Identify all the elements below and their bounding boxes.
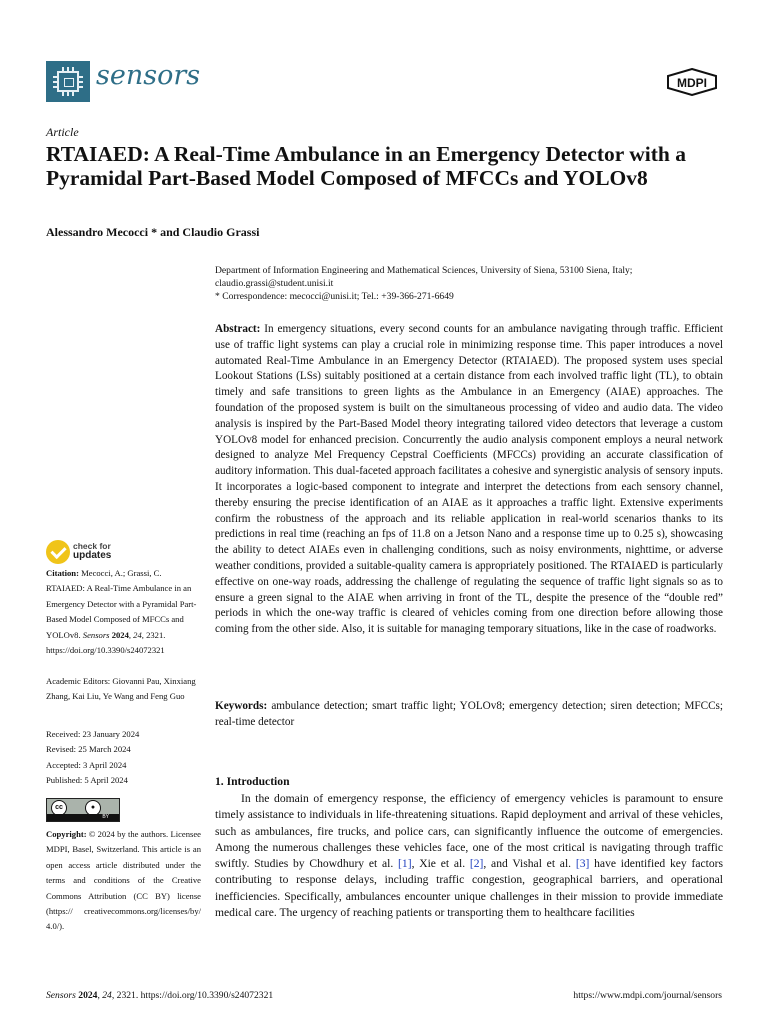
footer-journal-url[interactable]: https://www.mdpi.com/journal/sensors — [573, 990, 722, 1001]
affiliation-line: Department of Information Engineering and Mathematical Sciences, University of Siena, 53100 Siena, Italy; — [215, 265, 633, 276]
citation-volume: 24 — [133, 629, 142, 640]
check-updates-line2: updates — [73, 550, 112, 561]
abstract-label: Abstract: — [215, 323, 261, 335]
journal-name: sensors — [96, 60, 201, 91]
reference-link-1[interactable]: [1] — [398, 857, 412, 871]
academic-editors — [46, 674, 201, 705]
date-revised: Revised: 25 March 2024 — [46, 744, 131, 755]
intro-text-3: , and Vishal et al. — [483, 857, 572, 871]
citation-year: 2024 — [111, 629, 129, 640]
footer-doi[interactable]: , 2321. https://doi.org/10.3390/s24072321 — [111, 990, 274, 1001]
date-published: Published: 5 April 2024 — [46, 775, 128, 786]
copyright — [46, 827, 201, 935]
journal-logo-icon — [46, 61, 90, 102]
introduction-paragraph — [215, 791, 723, 921]
introduction-text — [215, 791, 723, 921]
dates — [46, 727, 201, 789]
date-received: Received: 23 January 2024 — [46, 729, 140, 739]
publisher-name: MDPI — [677, 76, 707, 90]
cc-icon: cc — [51, 800, 67, 816]
keywords — [215, 699, 723, 731]
authors: Alessandro Mecocci * and Claudio Grassi — [46, 225, 260, 239]
mdpi-logo-icon — [664, 68, 720, 96]
citation-doi[interactable]: , 2321. https://doi.org/10.3390/s24072321 — [46, 629, 166, 656]
check-for-updates-button[interactable] — [46, 538, 166, 566]
check-updates-line1: check for — [73, 541, 111, 551]
copyright-text: © 2024 by the authors. Licensee MDPI, Basel, Switzerland. This article is an open access article distributed under the terms and conditions of the Creative Commons Attribution (CC BY) license (https:// creativecommons.org/licenses/by/ 4.0/). — [46, 829, 201, 932]
abstract — [215, 322, 723, 638]
cc-by-label: BY — [47, 814, 119, 821]
citation-label: Citation: — [46, 568, 79, 578]
keywords-label: Keywords: — [215, 700, 268, 712]
citation-text: Mecocci, A.; Grassi, C. RTAIAED: A Real-Time Ambulance in an Emergency Detector with a Pyramidal Part-Based Model Composed of MFCCs and YOLOv8. — [46, 568, 197, 640]
footer-year: 2024 — [78, 990, 98, 1001]
citation-journal: Sensors — [82, 629, 110, 640]
footer-volume: 24 — [102, 990, 112, 1001]
date-accepted: Accepted: 3 April 2024 — [46, 759, 127, 770]
footer-journal: Sensors — [46, 990, 76, 1001]
keywords-text: ambulance detection; smart traffic light; YOLOv8; emergency detection; siren detection; MFCCs; real-time detector — [215, 700, 723, 728]
citation: Citation: Mecocci, A.; Grassi, C. RTAIAED: A Real-Time Ambulance in an Emergency Detector with a Pyramidal Part-Based Model Composed of MFCCs and YOLOv8. Sensors 2024, 24, 2321. https://doi.org/10.3390/s24072321 — [46, 568, 197, 656]
section-heading: 1. Introduction — [215, 775, 290, 788]
intro-text-2: , Xie et al. — [411, 857, 466, 871]
check-icon — [46, 540, 70, 564]
copyright-label: Copyright: — [46, 829, 87, 839]
abstract-text: In emergency situations, every second counts for an ambulance navigating through traffic. Efficient use of traffic light systems can play a crucial role in minimizing response time. This paper introduces a novel automated Real-Time Ambulance in an Emergency Detector (RTAIAED). The proposed system uses special Lookout Stations (LSs) suitably positioned at a certain distance from each involved traffic light (TL), to obtain timely and safe transitions to green lights as the Ambulance in an Emergency (AIAE) approaches. The foundation of the proposed system is built on the simultaneous processing of video and audio data. The video analysis is inspired by the Part-Based Model theory integrating tailored video detectors that leverage a custom YOLOv8 model for enhanced precision. Concurrently the audio analysis component employs a neural network designed to analyze Mel Frequency Cepstral Coefficients (MFCCs) providing an accurate classification of auditory information. This dual-faceted approach facilitates a cohesive and synergistic analysis of sensory inputs. It incorporates a logic-based component to integrate and interpret the detections from each sensory channel, thereby ensuring the precise identification of an AIAE as it approaches a traffic light. Extensive experiments confirm the robustness of the approach and its reliable application in real-world scenarios thanks to its predictions in real time (reaching an fps of 11.8 on a Jetson Nano and a response time up to 0.25 s), showcasing the ability to detect AIAEs even in challenging conditions, such as noisy environments, nighttime, or adverse weather conditions, provided a suitable-quality camera is appropriately positioned. The RTAIAED is particularly effective on one-way roads, addressing the challenge of regulating the sequence of traffic light signals so as to ensure a green signal to the AIAE when arriving in front of the TL, despite the presence of the “double red” periods in which the one-way traffic is cleared of vehicles coming from one direction before allowing those coming from the other side. Also, it is suitable for managing temporary situations, like in the case of roadworks. — [215, 323, 723, 636]
affiliation — [215, 264, 725, 304]
editors-text: Giovanni Pau, Xinxiang Zhang, Kai Liu, Ye Wang and Feng Guo — [46, 676, 196, 702]
attribution-icon: ● — [85, 800, 101, 816]
article-type: Article — [46, 125, 79, 139]
correspondence: * Correspondence: mecocci@unisi.it; Tel.: +39-366-271-6649 — [215, 291, 454, 303]
intro-text-1: In the domain of emergency response, the efficiency of emergency vehicles is paramount to ensure timely assistance to individuals in life-threatening situations. Rapid deployment and arrival of these vehicles, such as ambulances, fire trucks, and police cars, can significantly influence the outcome of emergencies. Among the numerous challenges these vehicles face, one of the most critical is navigating through traffic swiftly. Studies by Chowdhury et al. — [215, 792, 723, 871]
affiliation-email[interactable]: claudio.grassi@student.unisi.it — [215, 278, 334, 290]
paper-title: RTAIAED: A Real-Time Ambulance in an Emergency Detector with a Pyramidal Part-Based Model Composed of MFCCs and YOLOv8 — [46, 142, 687, 190]
reference-link-3[interactable]: [3] — [575, 857, 590, 871]
cc-by-license-icon[interactable] — [46, 798, 120, 822]
reference-link-2[interactable]: [2] — [469, 857, 484, 871]
editors-label: Academic Editors: — [46, 676, 111, 686]
intro-text-4: have identified key factors contributing to response delays, including traffic congestion, geographical barriers, and operational inefficiencies. Specifically, ambulances encounter unique challenges in their mission to provide immediate medical care. The urgency of reaching patients or transporting them to healthcare facilities — [215, 857, 723, 920]
footer-citation: Sensors 2024, 24, 2321. https://doi.org/10.3390/s24072321 — [46, 990, 274, 1001]
